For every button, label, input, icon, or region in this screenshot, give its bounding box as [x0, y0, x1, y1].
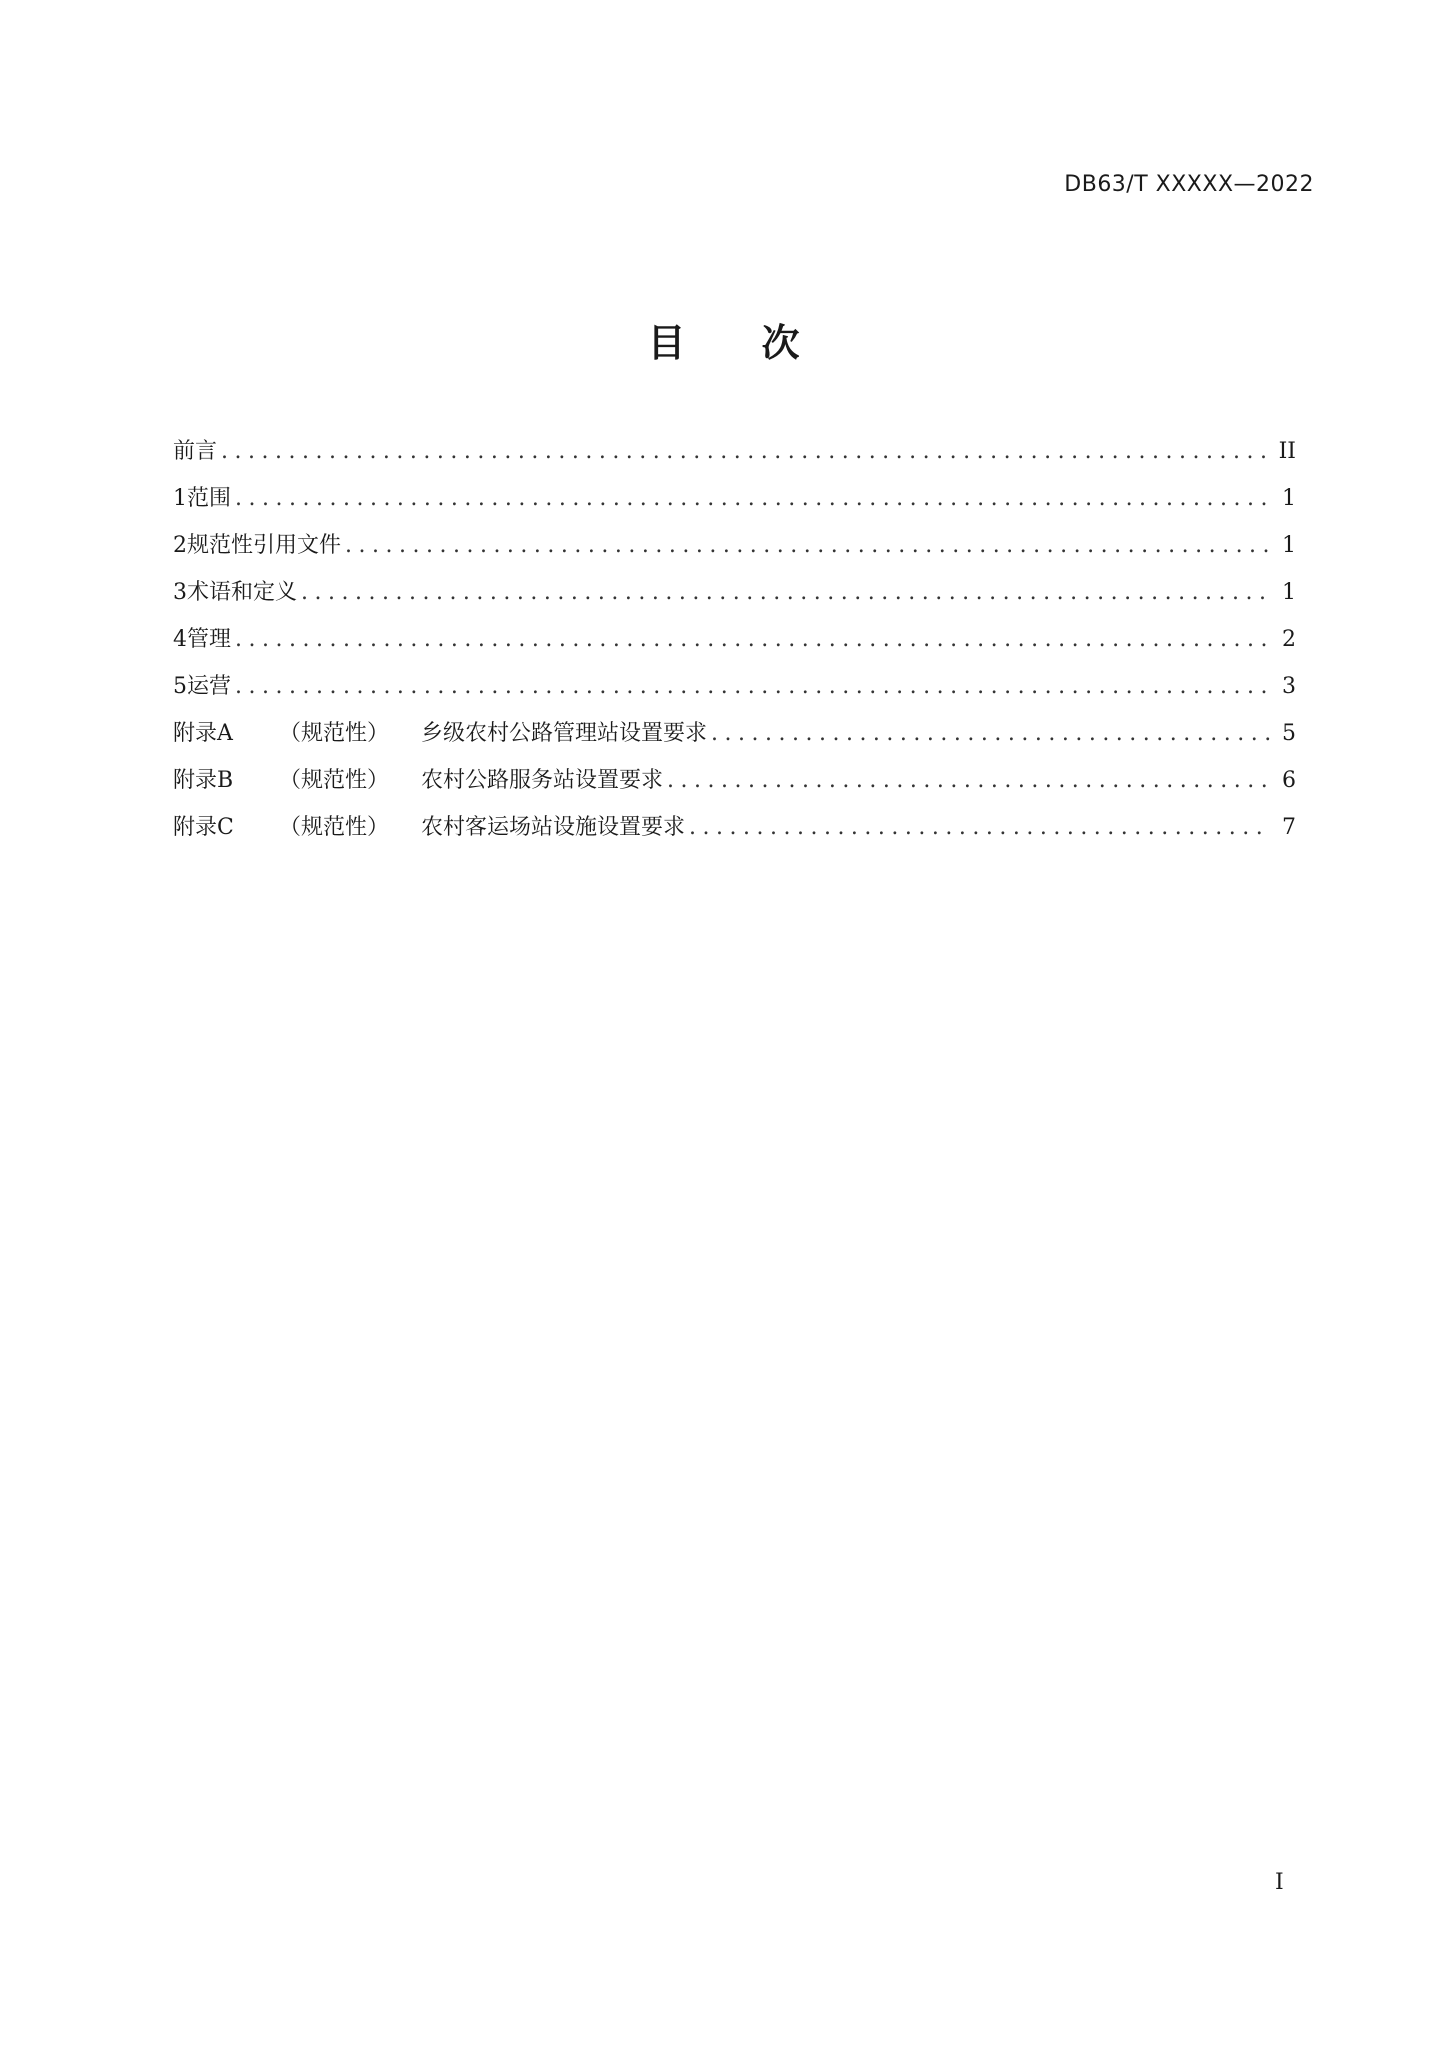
toc-entry-scope[interactable] [173, 475, 1296, 522]
toc-entry-page: 5 [1282, 721, 1296, 746]
toc-entry-label [173, 757, 663, 804]
toc-entry-label: 运营 [187, 674, 232, 699]
toc-title-char-2: 次 [761, 321, 800, 365]
page-number: I [1275, 1870, 1284, 1895]
toc-leader-dots [711, 710, 1270, 757]
table-of-contents [173, 428, 1296, 851]
toc-entry-operation[interactable] [173, 663, 1296, 710]
toc-leader-dots [689, 804, 1270, 851]
appendix-id: 附录C [173, 815, 234, 840]
document-code: DB63/T XXXXX—2022 [1064, 172, 1314, 197]
toc-entry-terms-definitions[interactable] [173, 569, 1296, 616]
appendix-id: 附录B [173, 768, 234, 793]
toc-entry-page: 3 [1282, 674, 1296, 699]
toc-entry-page: 1 [1282, 580, 1296, 605]
toc-entry-label: 规范性引用文件 [187, 533, 342, 558]
toc-entry-page: 1 [1282, 486, 1296, 511]
toc-entry-label: 前言 [173, 439, 218, 464]
toc-entry-appendix-c[interactable] [173, 804, 1296, 851]
toc-entry-label [173, 804, 685, 851]
toc-entry-number: 4 [173, 627, 187, 652]
appendix-title: 乡级农村公路管理站设置要求 [421, 721, 708, 746]
toc-leader-dots [221, 428, 1270, 475]
toc-entry-foreword[interactable] [173, 428, 1296, 475]
toc-entry-normative-references[interactable] [173, 522, 1296, 569]
toc-title-char-1: 目 [647, 321, 686, 365]
toc-entry-number: 1 [173, 486, 187, 511]
toc-entry-number: 5 [173, 674, 187, 699]
toc-entry-label [173, 710, 707, 757]
toc-entry-number: 3 [173, 580, 187, 605]
toc-entry-label: 范围 [187, 486, 232, 511]
toc-entry-management[interactable] [173, 616, 1296, 663]
toc-entry-page: 7 [1282, 815, 1296, 840]
toc-entry-page: 6 [1282, 768, 1296, 793]
appendix-id: 附录A [173, 721, 233, 746]
appendix-title: 农村客运场站设施设置要求 [421, 815, 686, 840]
toc-entry-label: 术语和定义 [187, 580, 298, 605]
toc-entry-page: II [1278, 439, 1296, 464]
toc-leader-dots [667, 757, 1270, 804]
toc-entry-page: 2 [1282, 627, 1296, 652]
appendix-type: （规范性） [279, 815, 390, 840]
toc-entry-appendix-b[interactable] [173, 757, 1296, 804]
toc-entry-number: 2 [173, 533, 187, 558]
appendix-type: （规范性） [279, 721, 390, 746]
appendix-type: （规范性） [279, 768, 390, 793]
toc-leader-dots [345, 522, 1270, 569]
toc-title [0, 312, 1447, 367]
appendix-title: 农村公路服务站设置要求 [421, 768, 664, 793]
toc-entry-appendix-a[interactable] [173, 710, 1296, 757]
toc-leader-dots [235, 616, 1270, 663]
toc-entry-label: 管理 [187, 627, 232, 652]
toc-leader-dots [301, 569, 1270, 616]
toc-leader-dots [235, 475, 1270, 522]
toc-leader-dots [235, 663, 1270, 710]
toc-entry-page: 1 [1282, 533, 1296, 558]
